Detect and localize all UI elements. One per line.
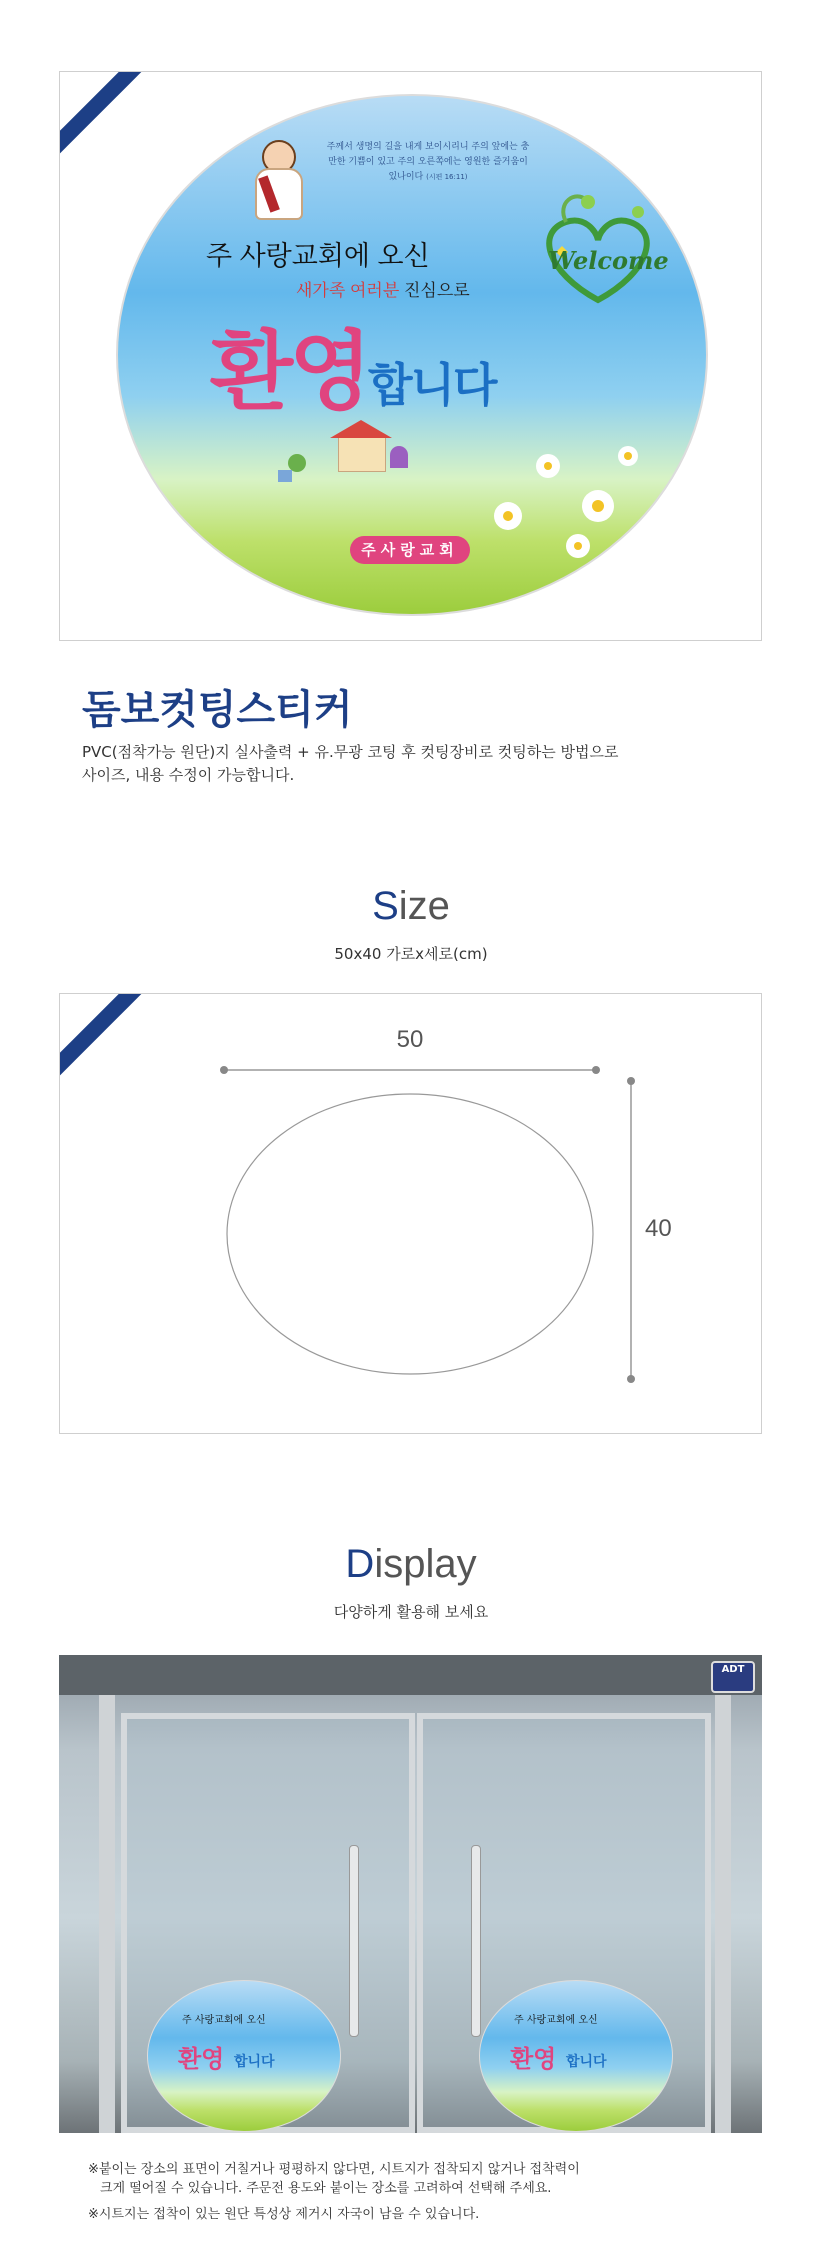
church-name-badge: 주사랑교회: [350, 536, 470, 564]
door-handle-left: [349, 1845, 359, 2037]
product-image-frame: [59, 71, 762, 641]
height-dim-start-dot: [627, 1077, 635, 1085]
display-subtitle: 다양하게 활용해 보세요: [333, 1603, 489, 1621]
width-dim-end-dot: [592, 1066, 600, 1074]
daisy-flowers-icon: [478, 426, 648, 566]
product-title: 돔보컷팅스티커: [82, 687, 353, 733]
sticker-outline: [227, 1094, 593, 1374]
corner-ribbon: [60, 72, 150, 162]
note-1a: ※붙이는 장소의 표면이 거칠거나 평평하지 않다면, 시트지가 접착되지 않거나 접착력이: [88, 2162, 580, 2177]
size-subtitle: 50x40 가로x세로(cm): [334, 945, 488, 963]
size-diagram-frame: [59, 993, 762, 1434]
note-2: ※시트지는 접착이 있는 원단 특성상 제거시 자국이 남을 수 있습니다.: [88, 2207, 480, 2222]
door-frame-left: [99, 1695, 115, 2133]
size-diagram: [60, 994, 762, 1434]
product-description-2: 사이즈, 내용 수정이 가능합니다.: [82, 766, 295, 784]
oval-sticker: [116, 94, 708, 616]
welcome-line-2: 새가족 여러분 진심으로: [296, 281, 470, 300]
big-welcome-text: 환영합니다: [210, 322, 496, 422]
display-heading: Display: [345, 1542, 477, 1586]
village-houses-icon: [278, 416, 428, 486]
note-1b: 크게 떨어질 수 있습니다. 주문전 용도와 붙이는 장소를 고려하여 선택해 주세요.: [100, 2181, 552, 2196]
height-dim-end-dot: [627, 1375, 635, 1383]
height-label: 40: [645, 1215, 672, 1242]
welcome-script: Welcome: [548, 246, 669, 275]
welcome-line-1: 주 사랑교회에 오신: [206, 241, 430, 271]
bible-verse: 주께서 생명의 길을 내게 보이시리니 주의 앞에는 충만한 기쁨이 있고 주의 오른쪽에는 영원한 즐거움이 있나이다 (시편 16:11): [326, 142, 530, 182]
door-handle-right: [471, 1845, 481, 2037]
door-sticker-right: 주 사랑교회에 오신 환영 합니다: [479, 1980, 673, 2132]
product-description-1: PVC(점착가능 원단)지 실사출력 + 유.무광 코팅 후 컷팅장비로 컷팅하는 방법으로: [82, 743, 619, 761]
door-frame-right: [715, 1695, 731, 2133]
ceiling-beam: [59, 1655, 762, 1695]
width-label: 50: [396, 1026, 424, 1053]
door-sticker-left: 주 사랑교회에 오신 환영 합니다: [147, 1980, 341, 2132]
width-dim-start-dot: [220, 1066, 228, 1074]
size-heading: Size: [372, 884, 450, 928]
display-photo: [59, 1655, 762, 2133]
jesus-figure-icon: [250, 140, 304, 218]
adt-sticker: ADT: [711, 1661, 755, 1693]
